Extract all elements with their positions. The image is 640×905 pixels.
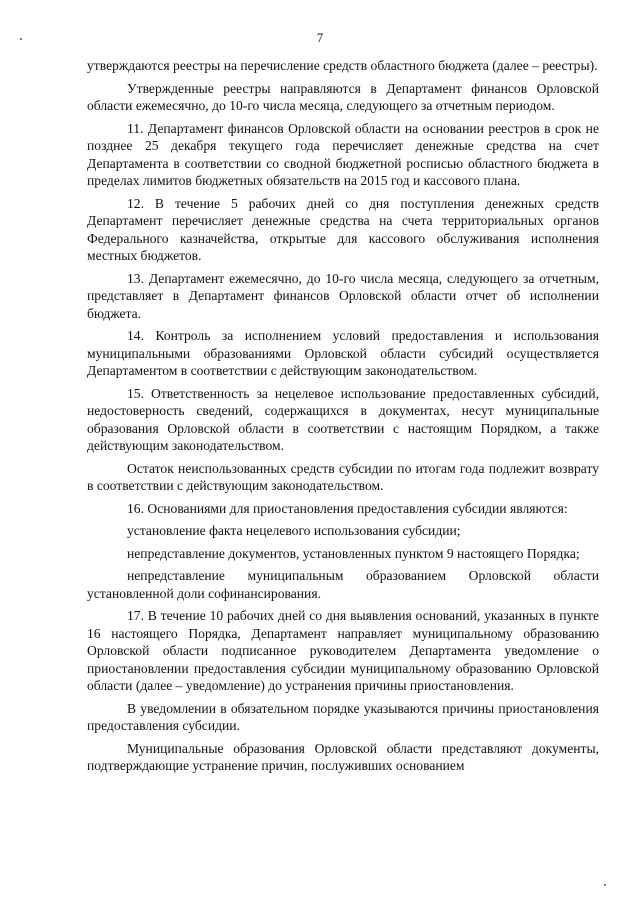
paragraph: 15. Ответственность за нецелевое использование предоставленных субсидий, недостоверность сведений, содержащихся в документах, несут муниципальные образования Орловской области в соответствии с настоящим Порядком, а также действующим законодательством. bbox=[87, 385, 599, 453]
paragraph: 12. В течение 5 рабочих дней со дня поступления денежных средств Департамент перечисляет денежные средства на счета территориальных органов Федерального казначейства, открытые для кассового обслуживания исполнения местных бюджетов. bbox=[87, 195, 599, 263]
document-body bbox=[87, 57, 599, 780]
scan-speck bbox=[604, 884, 606, 886]
paragraph: 13. Департамент ежемесячно, до 10-го числа месяца, следующего за отчетным, представляет в Департамент финансов Орловской области отчет об исполнении бюджета. bbox=[87, 270, 599, 321]
paragraph: непредставление документов, установленных пунктом 9 настоящего Порядка; bbox=[127, 545, 580, 561]
paragraph: Муниципальные образования Орловской области представляют документы, подтверждающие устранение причин, послуживших основанием bbox=[87, 740, 599, 773]
paragraph: 11. Департамент финансов Орловской области на основании реестров в срок не позднее 25 декабря текущего года перечисляет денежные средства на счет Департамента в соответствии со сводной бюджетной росписью областного бюджета в пределах лимитов бюджетных обязательств на 2015 год и кассового плана. bbox=[87, 120, 599, 188]
paragraph: утверждаются реестры на перечисление средств областного бюджета (далее – реестры). bbox=[87, 58, 598, 73]
page-number: 7 bbox=[316, 30, 324, 45]
paragraph: 17. В течение 10 рабочих дней со дня выявления оснований, указанных в пункте 16 настоящего Порядка, Департамент направляет муниципальному образованию Орловской области подписанное руководителем Департамента уведомление о приостановлении предоставления субсидии муниципальному образованию Орловской области (далее – уведомление) до устранения причины приостановления. bbox=[87, 608, 599, 693]
paragraph: Остаток неиспользованных средств субсидии по итогам года подлежит возврату в соответствии с действующим законодательством. bbox=[87, 460, 599, 493]
paragraph: Утвержденные реестры направляются в Департамент финансов Орловской области ежемесячно, до 10-го числа месяца, следующего за отчетным периодом. bbox=[87, 80, 599, 113]
paragraph: 16. Основаниями для приостановления предоставления субсидии являются: bbox=[127, 500, 568, 516]
paragraph: В уведомлении в обязательном порядке указываются причины приостановления предоставления субсидии. bbox=[87, 700, 599, 733]
paragraph: установление факта нецелевого использования субсидии; bbox=[127, 523, 461, 538]
paragraph: 14. Контроль за исполнением условий предоставления и использования муниципальными образованиями Орловской области субсидий осуществляется Департаментом в соответствии с действующим законодательством. bbox=[87, 328, 599, 378]
paragraph: непредставление муниципальным образованием Орловской области установленной доли софинансирования. bbox=[87, 568, 599, 601]
